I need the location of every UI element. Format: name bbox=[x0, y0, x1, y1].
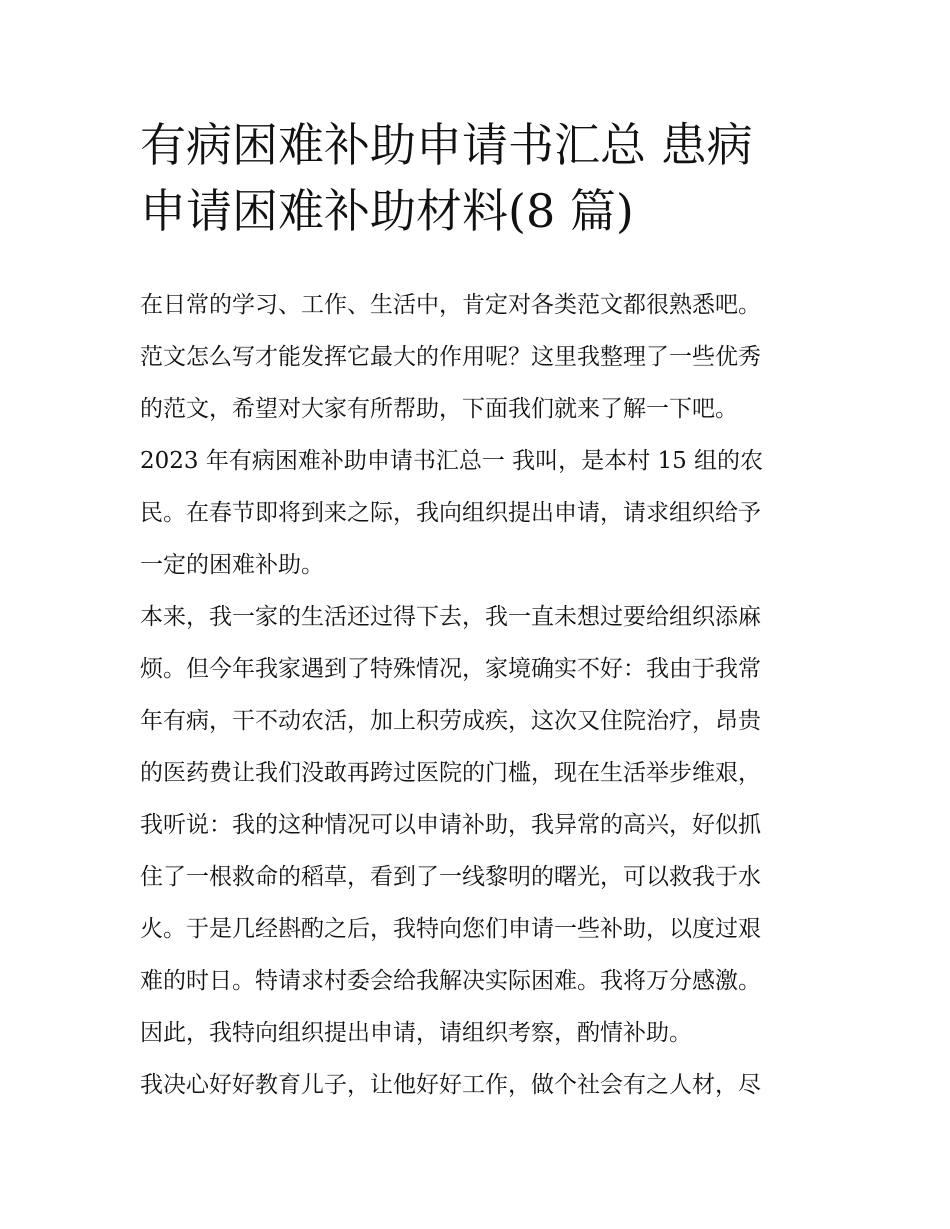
document-title bbox=[140, 112, 820, 244]
paragraph-resolution bbox=[140, 1066, 820, 1104]
document-body bbox=[140, 286, 820, 1118]
text-line: 民。在春节即将到来之际，我向组织提出申请，请求组织给予 bbox=[140, 500, 761, 526]
text-line: 难的时日。特请求村委会给我解决实际困难。我将万分感激。 bbox=[140, 968, 761, 994]
text-line: 我决心好好教育儿子，让他好好工作，做个社会有之人材，尽 bbox=[140, 1072, 761, 1098]
text-line: 火。于是几经斟酌之后，我特向您们申请一些补助，以度过艰 bbox=[140, 916, 761, 942]
title-line: 申请困难补助材料(8 篇) bbox=[140, 184, 634, 238]
text-line: 我听说：我的这种情况可以申请补助，我异常的高兴，好似抓 bbox=[140, 812, 761, 838]
text-line: 一定的困难补助。 bbox=[140, 552, 324, 578]
text-line: 范文怎么写才能发挥它最大的作用呢？这里我整理了一些优秀 bbox=[140, 344, 761, 370]
paragraph-intro bbox=[140, 286, 820, 428]
text-line: 在日常的学习、工作、生活中，肯定对各类范文都很熟悉吧。 bbox=[140, 292, 761, 318]
text-line: 住了一根救命的稻草，看到了一线黎明的曙光，可以救我于水 bbox=[140, 864, 761, 890]
text-line: 的医药费让我们没敢再跨过医院的门槛，现在生活举步维艰， bbox=[140, 760, 761, 786]
text-line: 本来，我一家的生活还过得下去，我一直未想过要给组织添麻 bbox=[140, 604, 761, 630]
paragraph-situation bbox=[140, 598, 820, 1052]
title-line: 有病困难补助申请书汇总 患病 bbox=[140, 118, 753, 172]
text-line: 的范文，希望对大家有所帮助，下面我们就来了解一下吧。 bbox=[140, 396, 738, 422]
text-line: 2023 年有病困难补助申请书汇总一 我叫，是本村 15 组的农 bbox=[140, 448, 764, 474]
text-line: 因此，我特向组织提出申请，请组织考察，酌情补助。 bbox=[140, 1020, 692, 1046]
text-line: 年有病，干不动农活，加上积劳成疾，这次又住院治疗，昂贵 bbox=[140, 708, 761, 734]
text-line: 烦。但今年我家遇到了特殊情况，家境确实不好：我由于我常 bbox=[140, 656, 761, 682]
paragraph-application-heading bbox=[140, 442, 820, 584]
